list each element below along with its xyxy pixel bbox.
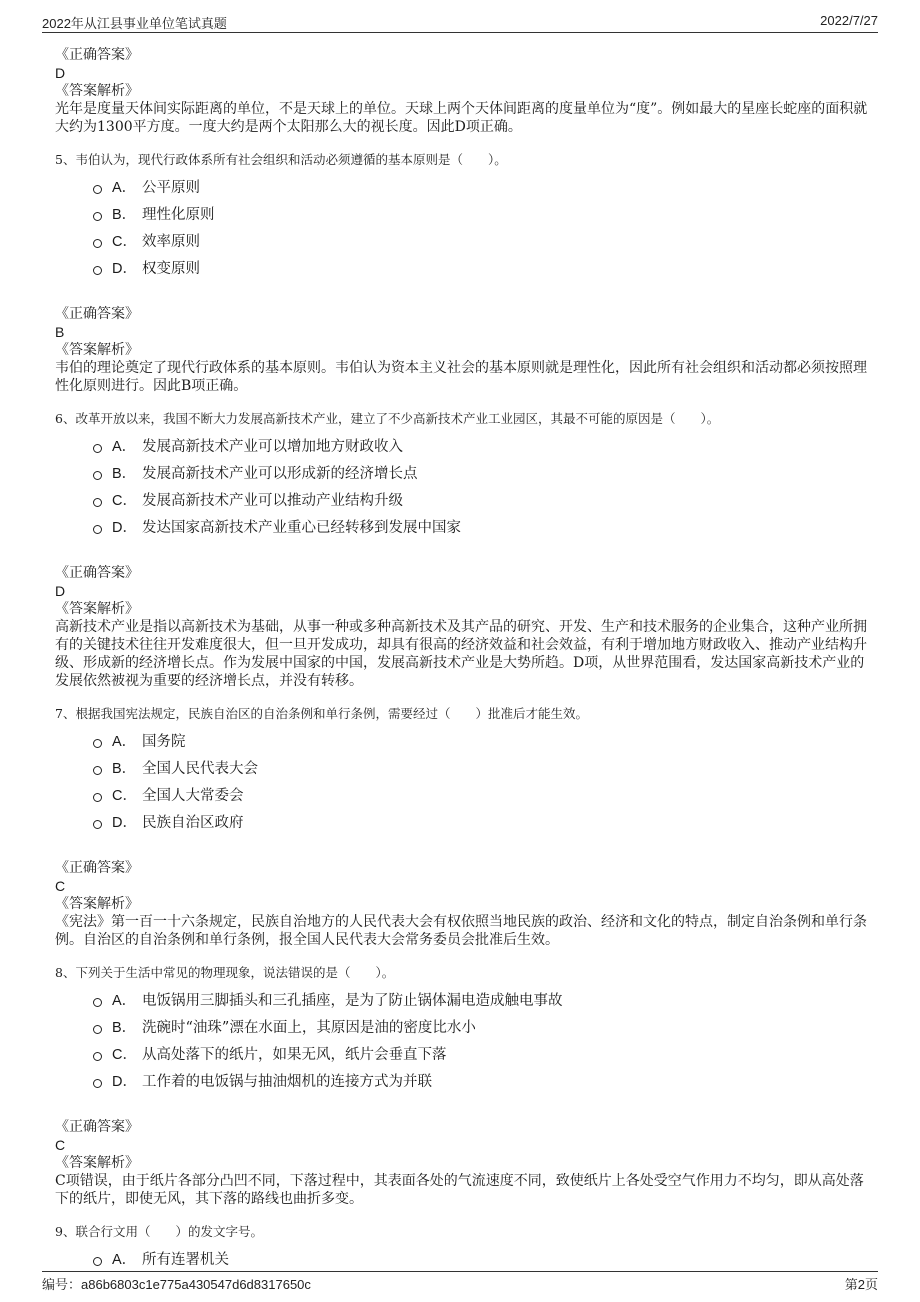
analysis-label: 《答案解析》 <box>55 342 139 358</box>
option-text: 公平原则 <box>142 180 200 196</box>
option-d[interactable] <box>93 1067 870 1094</box>
option-d[interactable] <box>93 254 870 281</box>
options-list <box>93 432 870 540</box>
option-a[interactable] <box>93 727 870 754</box>
question-6: 6、改革开放以来，我国不断大力发展高新技术产业，建立了不少高新技术产业工业园区，其最不可能的原因是（ ）。 <box>55 411 720 426</box>
question-9: 9、联合行文用（ ）的发文字号。 <box>55 1224 263 1239</box>
radio-icon[interactable] <box>93 793 102 802</box>
radio-icon[interactable] <box>93 498 102 507</box>
radio-icon[interactable] <box>93 998 102 1007</box>
option-a[interactable] <box>93 986 870 1013</box>
option-c[interactable] <box>93 227 870 254</box>
radio-icon[interactable] <box>93 239 102 248</box>
option-label: C． <box>112 1047 137 1063</box>
correct-answer-label: 《正确答案》 <box>55 1119 139 1135</box>
options-list <box>93 727 870 835</box>
option-label: B． <box>112 761 137 777</box>
radio-icon[interactable] <box>93 766 102 775</box>
option-label: A． <box>112 1252 137 1268</box>
option-label: A． <box>112 993 137 1009</box>
option-text: 电饭锅用三脚插头和三孔插座，是为了防止锅体漏电造成触电事故 <box>142 993 563 1009</box>
option-text: 发展高新技术产业可以增加地方财政收入 <box>142 439 403 455</box>
page-content <box>55 46 870 1272</box>
option-b[interactable] <box>93 459 870 486</box>
option-label: A． <box>112 734 137 750</box>
correct-answer-value: C <box>55 878 66 894</box>
analysis-text: 《宪法》第一百一十六条规定，民族自治地方的人民代表大会有权依照当地民族的政治、经济和文化的特点，制定自治条例和单行条例。自治区的自治条例和单行条例，报全国人民代表大会常务委员会批准后生效。 <box>55 914 867 948</box>
option-label: C． <box>112 234 137 250</box>
radio-icon[interactable] <box>93 444 102 453</box>
option-a[interactable] <box>93 1245 870 1272</box>
option-c[interactable] <box>93 1040 870 1067</box>
option-text: 全国人民代表大会 <box>142 761 258 777</box>
option-text: 洗碗时“油珠”漂在水面上，其原因是油的密度比水小 <box>142 1020 476 1036</box>
radio-icon[interactable] <box>93 1025 102 1034</box>
option-c[interactable] <box>93 781 870 808</box>
analysis-text: 韦伯的理论奠定了现代行政体系的基本原则。韦伯认为资本主义社会的基本原则就是理性化，因此所有社会组织和活动都必须按照理性化原则进行。因此B项正确。 <box>55 360 867 394</box>
options-list <box>93 173 870 281</box>
option-label: D． <box>112 261 137 277</box>
option-text: 工作着的电饭锅与抽油烟机的连接方式为并联 <box>142 1074 432 1090</box>
option-a[interactable] <box>93 432 870 459</box>
option-label: C． <box>112 493 137 509</box>
analysis-label: 《答案解析》 <box>55 83 139 99</box>
correct-answer-label: 《正确答案》 <box>55 306 139 322</box>
option-d[interactable] <box>93 513 870 540</box>
option-d[interactable] <box>93 808 870 835</box>
question-8: 8、下列关于生活中常见的物理现象，说法错误的是（ ）。 <box>55 965 395 980</box>
option-text: 从高处落下的纸片，如果无风，纸片会垂直下落 <box>142 1047 447 1063</box>
radio-icon[interactable] <box>93 266 102 275</box>
correct-answer-value: D <box>55 583 66 599</box>
radio-icon[interactable] <box>93 212 102 221</box>
question-5: 5、韦伯认为，现代行政体系所有社会组织和活动必须遵循的基本原则是（ ）。 <box>55 152 507 167</box>
radio-icon[interactable] <box>93 471 102 480</box>
option-text: 发达国家高新技术产业重心已经转移到发展中国家 <box>142 520 461 536</box>
options-list <box>93 1245 870 1272</box>
radio-icon[interactable] <box>93 1079 102 1088</box>
option-text: 权变原则 <box>142 261 200 277</box>
option-text: 发展高新技术产业可以推动产业结构升级 <box>142 493 403 509</box>
page-header <box>42 12 878 33</box>
document-title: 2022年从江县事业单位笔试真题 <box>42 16 227 31</box>
option-text: 全国人大常委会 <box>142 788 244 804</box>
option-b[interactable] <box>93 1013 870 1040</box>
radio-icon[interactable] <box>93 739 102 748</box>
document-date: 2022/7/27 <box>820 13 878 28</box>
option-text: 国务院 <box>142 734 186 750</box>
question-7: 7、根据我国宪法规定，民族自治区的自治条例和单行条例，需要经过（ ）批准后才能生效。 <box>55 706 588 721</box>
option-label: D． <box>112 520 137 536</box>
option-a[interactable] <box>93 173 870 200</box>
analysis-text: C项错误，由于纸片各部分凸凹不同，下落过程中，其表面各处的气流速度不同，致使纸片上各处受空气作用力不均匀，即从高处落下的纸片，即使无风，其下落的路线也曲折多变。 <box>55 1173 864 1207</box>
option-b[interactable] <box>93 754 870 781</box>
correct-answer-label: 《正确答案》 <box>55 47 139 63</box>
option-label: B． <box>112 466 137 482</box>
option-text: 民族自治区政府 <box>142 815 244 831</box>
analysis-label: 《答案解析》 <box>55 1155 139 1171</box>
radio-icon[interactable] <box>93 820 102 829</box>
correct-answer-label: 《正确答案》 <box>55 860 139 876</box>
options-list <box>93 986 870 1094</box>
option-label: A． <box>112 439 137 455</box>
option-label: B． <box>112 1020 137 1036</box>
correct-answer-value: D <box>55 65 66 81</box>
radio-icon[interactable] <box>93 185 102 194</box>
option-label: D． <box>112 1074 137 1090</box>
page-footer <box>42 1271 878 1292</box>
option-text: 发展高新技术产业可以形成新的经济增长点 <box>142 466 418 482</box>
analysis-text: 光年是度量天体间实际距离的单位，不是天球上的单位。天球上两个天体间距离的度量单位为“度”。例如最大的星座长蛇座的面积就大约为1300平方度。一度大约是两个太阳那么大的视长度。因此D项正确。 <box>55 101 868 135</box>
radio-icon[interactable] <box>93 1052 102 1061</box>
option-label: B． <box>112 207 137 223</box>
radio-icon[interactable] <box>93 525 102 534</box>
option-text: 理性化原则 <box>142 207 215 223</box>
option-text: 效率原则 <box>142 234 200 250</box>
option-b[interactable] <box>93 200 870 227</box>
option-text: 所有连署机关 <box>142 1252 229 1268</box>
correct-answer-value: B <box>55 324 65 340</box>
analysis-label: 《答案解析》 <box>55 896 139 912</box>
radio-icon[interactable] <box>93 1257 102 1266</box>
option-label: A． <box>112 180 137 196</box>
page-number: 第2页 <box>844 1277 878 1292</box>
option-c[interactable] <box>93 486 870 513</box>
correct-answer-label: 《正确答案》 <box>55 565 139 581</box>
option-label: D． <box>112 815 137 831</box>
analysis-label: 《答案解析》 <box>55 601 139 617</box>
document-code: 编号：a86b6803c1e775a430547d6d8317650c <box>42 1277 311 1292</box>
analysis-text: 高新技术产业是指以高新技术为基础，从事一种或多种高新技术及其产品的研究、开发、生产和技术服务的企业集合，这种产业所拥有的关键技术往往开发难度很大，但一旦开发成功，却具有很高的经济效益和社会效益，有利于增加地方财政收入、推动产业结构升级、形成新的经济增长点。作为发展中国家的中国，发展高新技术产业是大势所趋。D项，从世界范围看，发达国家高新技术产业的发展依然被视为重要的经济增长点，并没有转移。 <box>55 619 867 689</box>
option-label: C． <box>112 788 137 804</box>
correct-answer-value: C <box>55 1137 66 1153</box>
